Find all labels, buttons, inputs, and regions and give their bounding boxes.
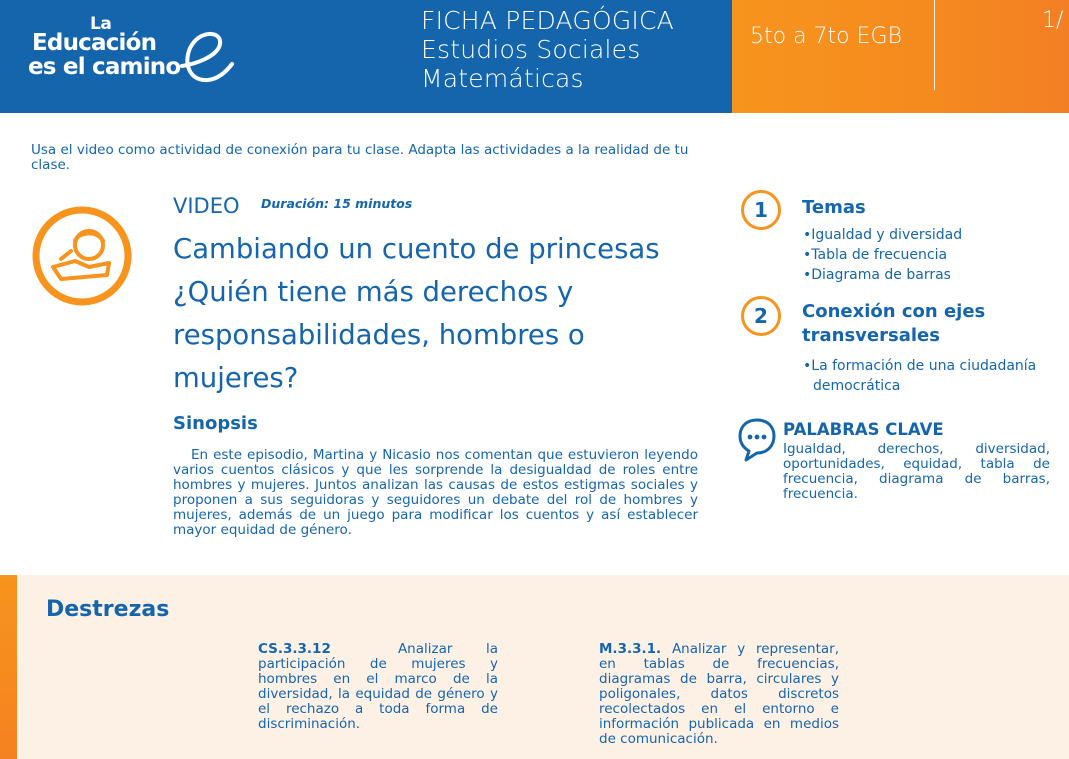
palabras-clave-text: Igualdad, derechos, diversidad, oportunidades, equidad, tabla de frecuencia, diagrama de barras, frecuencia. [783, 441, 1050, 502]
header-divider [934, 0, 935, 90]
grade-level: 5to a 7to EGB [750, 24, 902, 49]
logo-line1: La [90, 14, 112, 34]
video-title-line: Cambiando un cuento de princesas [173, 233, 660, 265]
destreza-item [599, 642, 839, 747]
chat-bubble-icon [737, 417, 777, 463]
header [0, 0, 1069, 113]
logo [26, 14, 236, 94]
destrezas-accent-bar [0, 575, 17, 759]
section-number-badge: 2 [741, 296, 781, 336]
page-number: 1/ [1042, 8, 1064, 33]
list-item: • Tabla de frecuencia [803, 245, 962, 265]
title-line-subject2: Matemáticas [421, 64, 584, 93]
intro-text: Usa el video como actividad de conexión para tu clase. Adapta las actividades a la realidad de tu clase. [31, 142, 689, 173]
document-title [421, 6, 674, 93]
list-item: • Igualdad y diversidad [803, 225, 962, 245]
video-duration: Duración: 15 minutos [261, 196, 413, 211]
title-line-subject1: Estudios Sociales [421, 35, 641, 64]
video-title-line: responsabilidades, hombres o [173, 319, 585, 351]
temas-heading: Temas [802, 197, 866, 218]
sinopsis-text: En este episodio, Martina y Nicasio nos comentan que estuvieron leyendo varios cuentos clásicos y que les sorprende la desigualdad de roles entre hombres y mujeres. Juntos analizan las causas de estos estigmas sociales y proponen a sus seguidoras y seguidores un debate del rol de hombres y mujeres, además de un juego para modificar los cuentos y así establecer mayor equidad de género. [173, 447, 698, 538]
conexion-list [803, 356, 1053, 396]
logo-line2: Educación [32, 30, 157, 56]
list-item: • La formación de una ciudadanía democrática [803, 356, 1053, 396]
temas-list [803, 225, 962, 285]
destreza-text: Analizar la participación de mujeres y hombres en el marco de la diversidad, la equidad de género y el rechazo a toda forma de discriminación. [258, 641, 498, 732]
title-line-ficha: FICHA PEDAGÓGICA [421, 6, 674, 35]
list-item: • Diagrama de barras [803, 265, 962, 285]
destrezas-heading: Destrezas [46, 597, 170, 622]
video-label: VIDEO [173, 194, 240, 218]
destreza-text: Analizar y representar, en tablas de frecuencias, diagramas de barra, circulares y poligonales, datos discretos recolectados en el entorno e información publicada en medios de comunicación. [599, 641, 839, 747]
video-title [173, 228, 733, 400]
palabras-clave-heading: PALABRAS CLAVE [783, 420, 944, 439]
logo-e-swirl-icon [174, 28, 236, 90]
header-orange-band [732, 0, 1069, 113]
destreza-code: M.3.3.1. [599, 641, 662, 657]
conexion-heading: Conexión con ejes transversales [802, 301, 986, 346]
person-reading-icon [31, 205, 133, 307]
destreza-code: CS.3.3.12 [258, 641, 331, 657]
video-title-line: mujeres? [173, 362, 299, 394]
logo-line3: es el camino [28, 54, 181, 80]
section-number-badge: 1 [741, 190, 781, 230]
video-title-line: ¿Quién tiene más derechos y [173, 276, 574, 308]
sinopsis-heading: Sinopsis [173, 413, 258, 434]
destreza-item [258, 642, 498, 732]
